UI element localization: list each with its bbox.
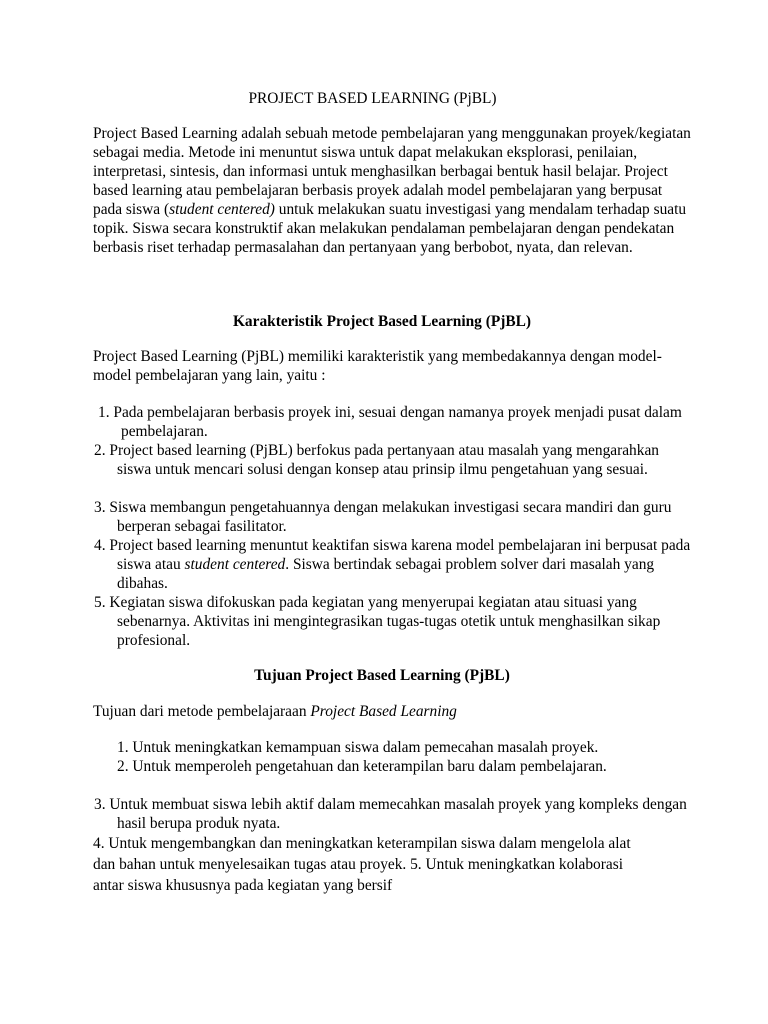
karakteristik-item-5: 5. Kegiatan siswa difokuskan pada kegiatan yang menyerupai kegiatan atau situasi yang sebenarnya. Aktivitas ini mengintegrasikan tugas-tugas otetik untuk menghasilkan sikap profesional. [94,594,661,649]
karakteristik-item-4: 4. Project based learning menuntut keaktifan siswa karena model pembelajaran ini berpusat pada siswa atau student centered. Siswa bertindak sebagai problem solver dari masalah yang dibahas. [94,537,691,592]
tujuan-item-1: 1. Untuk meningkatkan kemampuan siswa dalam pemecahan masalah proyek. [117,739,599,756]
intro-paragraph: Project Based Learning adalah sebuah metode pembelajaran yang menggunakan proyek/kegiatan sebagai media. Metode ini menuntut siswa untuk dapat melakukan eksplorasi, penilaian, interpretasi, sintesis, dan informasi untuk menghasilkan berbagai bentuk hasil belajar. Project based learning atau pembelajaran berbasis proyek adalah model pembelajaran yang berpusat pada siswa (student centered) untuk melakukan suatu investigasi yang mendalam terhadap suatu topik. Siswa secara konstruktif akan melakukan pendalaman pembelajaran dengan pendekatan berbasis riset terhadap permasalahan dan pertanyaan yang berbobot, nyata, dan relevan. [93,125,691,256]
tujuan-heading: Tujuan Project Based Learning (PjBL) [254,667,510,684]
tujuan-item-3: 3. Untuk membuat siswa lebih aktif dalam memecahkan masalah proyek yang kompleks dengan hasil berupa produk nyata. [94,796,687,832]
karakteristik-item-1: 1. Pada pembelajaran berbasis proyek ini, sesuai dengan namanya proyek menjadi pusat dalam pembelajaran. [98,404,682,440]
karakteristik-item-2: 2. Project based learning (PjBL) berfokus pada pertanyaan atau masalah yang mengarahkan siswa untuk mencari solusi dengan konsep atau prinsip ilmu pengetahuan yang sesuai. [94,442,659,478]
document-title: PROJECT BASED LEARNING (PjBL) [248,90,497,107]
karakteristik-item-3: 3. Siswa membangun pengetahuannya dengan melakukan investigasi secara mandiri dan guru berperan sebagai fasilitator. [94,499,672,535]
tujuan-item-2: 2. Untuk memperoleh pengetahuan dan keterampilan baru dalam pembelajaran. [117,758,607,775]
tujuan-intro: Tujuan dari metode pembelajaraan Project Based Learning [93,703,457,720]
karakteristik-heading: Karakteristik Project Based Learning (PjBL) [232,313,532,330]
tujuan-item-4-5: 4. Untuk mengembangkan dan meningkatkan keterampilan siswa dalam mengelola alat dan bahan untuk menyelesaikan tugas atau proyek. 5. Untuk meningkatkan kolaborasi antar siswa khususnya pada kegiatan yang bersif [93,835,631,894]
karakteristik-intro: Project Based Learning (PjBL) memiliki karakteristik yang membedakannya dengan model-model pembelajaran yang lain, yaitu : [93,348,662,384]
